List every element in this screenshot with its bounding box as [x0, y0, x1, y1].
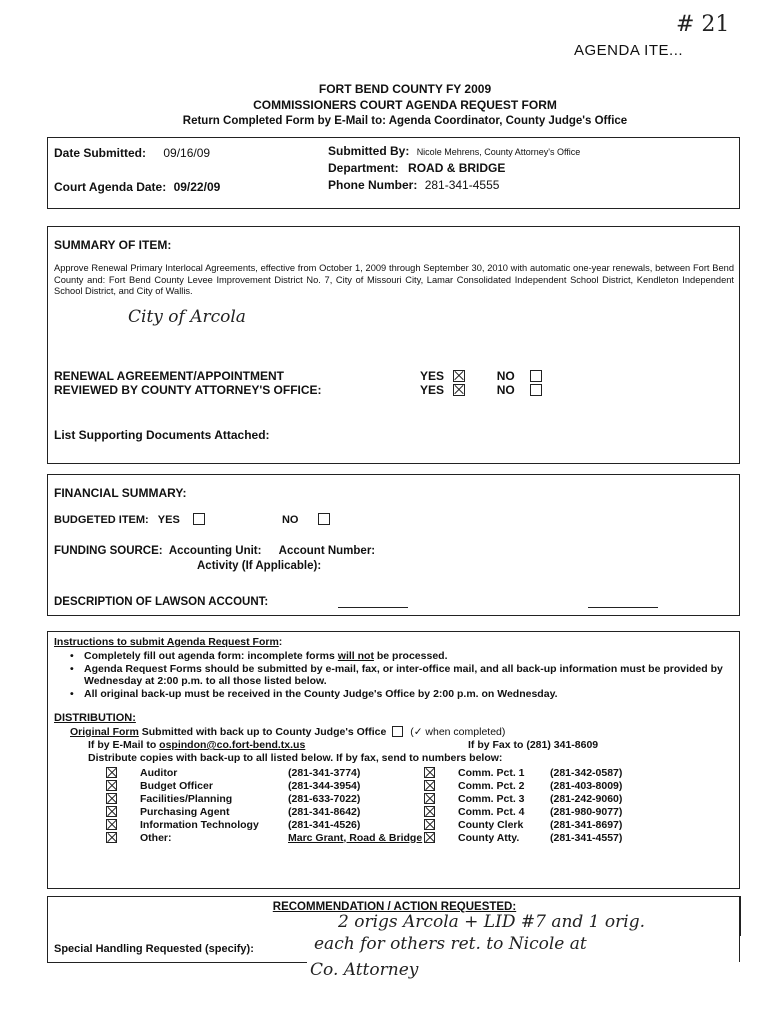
recommendation-box	[47, 896, 740, 962]
header-line-2: COMMISSIONERS COURT AGENDA REQUEST FORM	[253, 98, 557, 112]
summary-handwritten-note: City of Arcola	[128, 307, 246, 327]
dist-right-row	[424, 831, 660, 844]
reviewed-yes-checkbox[interactable]	[453, 384, 465, 396]
reviewed-no-label: NO	[496, 383, 515, 397]
dist-left-row	[106, 818, 422, 831]
funding-source-label: FUNDING SOURCE:	[54, 545, 163, 557]
dist-left-name: Purchasing Agent	[140, 805, 230, 818]
financial-box	[47, 474, 740, 616]
dist-left-name: Auditor	[140, 766, 178, 779]
instructions-title: Instructions to submit Agenda Request Form	[54, 636, 279, 648]
dist-right-phone: (281-242-9060)	[550, 792, 623, 805]
dist-right-row	[424, 805, 660, 818]
account-number-label: Account Number:	[278, 545, 376, 557]
dist-left-row	[106, 792, 422, 805]
dist-left-checkbox[interactable]	[106, 806, 117, 817]
department-value: ROAD & BRIDGE	[408, 161, 506, 175]
dist-left-checkbox[interactable]	[106, 767, 117, 778]
when-completed-note: (✓ when completed)	[410, 726, 506, 738]
renewal-no-label: NO	[496, 369, 515, 383]
phone-number-value: 281-341-4555	[424, 178, 500, 192]
original-form-text: Submitted with back up to County Judge's Office	[138, 726, 387, 738]
reviewed-by-attorney-label: REVIEWED BY COUNTY ATTORNEY'S OFFICE:	[54, 383, 322, 397]
judges-office-checkbox[interactable]	[392, 726, 403, 737]
submitted-by-value: Nicole Mehrens, County Attorney's Office	[416, 147, 581, 157]
dist-left-name: Facilities/Planning	[140, 792, 233, 805]
dist-right-row	[424, 766, 660, 779]
dist-right-name: Comm. Pct. 4	[458, 805, 525, 818]
original-form-label: Original Form	[70, 726, 139, 738]
dist-right-row	[424, 779, 660, 792]
budgeted-yes-label: YES	[157, 514, 180, 526]
budgeted-no-checkbox[interactable]	[318, 513, 330, 525]
handwritten-line-2: each for others ret. to Nicole at	[314, 934, 587, 954]
distribution-left-table	[106, 766, 422, 844]
budgeted-yes-checkbox[interactable]	[193, 513, 205, 525]
instruction-bullet-1: • Completely fill out agenda form: incomplete forms will not be processed.	[70, 650, 448, 662]
dist-right-phone: (281-341-8697)	[550, 818, 623, 831]
renewal-yes-checkbox[interactable]	[453, 370, 465, 382]
handwritten-line-3: Co. Attorney	[310, 960, 419, 980]
reviewed-no-checkbox[interactable]	[530, 384, 542, 396]
dist-right-checkbox[interactable]	[424, 793, 435, 804]
dist-left-checkbox[interactable]	[106, 832, 117, 843]
submitted-by-label: Submitted By:	[328, 144, 410, 158]
dist-left-phone: (281-341-4526)	[288, 818, 361, 831]
recommendation-title: RECOMMENDATION / ACTION REQUESTED:	[272, 901, 517, 913]
dist-left-checkbox[interactable]	[106, 780, 117, 791]
dist-left-phone: (281-341-8642)	[288, 805, 361, 818]
dist-right-name: County Clerk	[458, 818, 524, 831]
dist-right-name: Comm. Pct. 1	[458, 766, 525, 779]
date-submitted-label: Date Submitted:	[54, 146, 147, 160]
info-box	[47, 137, 740, 209]
dist-left-checkbox[interactable]	[106, 819, 117, 830]
budgeted-item-label: BUDGETED ITEM:	[54, 514, 149, 526]
court-agenda-date-label: Court Agenda Date:	[54, 180, 167, 194]
supporting-documents-label: List Supporting Documents Attached:	[54, 428, 270, 442]
dist-right-row	[424, 792, 660, 805]
accounting-unit-label: Accounting Unit:	[168, 545, 262, 557]
dist-right-checkbox[interactable]	[424, 806, 435, 817]
email-label: If by E-Mail to	[88, 739, 160, 751]
summary-box	[47, 226, 740, 464]
fax-number: If by Fax to (281) 341-8609	[468, 739, 599, 751]
reviewed-yes-label: YES	[420, 383, 445, 397]
summary-title: SUMMARY OF ITEM:	[54, 238, 172, 252]
dist-left-name: Budget Officer	[140, 779, 213, 792]
dist-right-checkbox[interactable]	[424, 832, 435, 843]
header-line-3: Return Completed Form by E-Mail to: Agenda Coordinator, County Judge's Office	[182, 115, 628, 127]
financial-title: FINANCIAL SUMMARY:	[54, 486, 187, 500]
court-agenda-date-value: 09/22/09	[173, 180, 221, 194]
dist-right-name: County Atty.	[458, 831, 520, 844]
summary-text: Approve Renewal Primary Interlocal Agreements, effective from October 1, 2009 through September 30, 2010 with automatic one-year renewals, between Fort Bend County and: Fort Bend County Levee Improvement District No. 7, City of Missouri City, Lamar Consolidated Independent School District, Kendleton Independent School District, and City of Wallis.	[54, 263, 734, 297]
dist-right-checkbox[interactable]	[424, 819, 435, 830]
renewal-yes-label: YES	[420, 369, 445, 383]
dist-right-checkbox[interactable]	[424, 767, 435, 778]
dist-left-checkbox[interactable]	[106, 793, 117, 804]
dist-left-phone: (281-633-7022)	[288, 792, 361, 805]
dist-left-phone: (281-341-3774)	[288, 766, 361, 779]
dist-right-phone: (281-341-4557)	[550, 831, 623, 844]
lawson-line-1	[338, 607, 408, 608]
dist-left-row	[106, 805, 422, 818]
instruction-bullet-2: • Agenda Request Forms should be submitted by e-mail, fax, or inter-office mail, and all back-up information must be provided by Wednesday at 2:00 p.m. to all those listed below.	[70, 662, 723, 688]
dist-left-phone: Marc Grant, Road & Bridge	[288, 831, 423, 844]
instruction-bullet-3: • All original back-up must be received in the County Judge's Office by 2:00 p.m. on Wednesday.	[70, 687, 558, 700]
dist-right-phone: (281-980-9077)	[550, 805, 623, 818]
dist-left-row	[106, 831, 422, 844]
handwritten-line-1: 2 origs Arcola + LID #7 and 1 orig.	[338, 912, 645, 932]
activity-label: Activity (If Applicable):	[197, 560, 322, 572]
instructions-box: Instructions to submit Agenda Request Form: • Completely fill out agenda form: incomplete forms will not be processed. • Agenda Request Forms should be submitted by e-mail, fax, or inter-office mail, and all back-up information must be provided by Wednesday at 2:00 p.m. to all those listed below. • All original back-up must be received in the County Judge's Office by 2:00 p.m. on Wednesday. DISTRIBUTION: Original Form Submitted with back up to County Judge's Office (✓ when completed) If by E-Mail to ospindon@co.fort-bend.tx.us If by Fax to (281) 341-8609 Distribute copies with back-up to all listed below. If by fax, send to numbers below: Auditor (281-341-3774) Budget Officer (281-344-3954) Facilities/Planning (281-633-7022) Purchasing Agent (281-341-8642) Information Technology (281-341-4526) Other: Marc Grant, Road & Bridge Comm. Pct. 1 (281-342-0587) Comm. Pct. 2 (281-403-8009) Comm. Pct. 3 (281-242-9060) Comm. Pct. 4 (281-980-9077) County Clerk (281-341-8697) County Atty. (281-341-4557)	[47, 631, 740, 889]
lawson-account-label: DESCRIPTION OF LAWSON ACCOUNT:	[54, 596, 269, 608]
dist-right-name: Comm. Pct. 2	[458, 779, 525, 792]
dist-left-name: Other:	[140, 831, 172, 844]
distribution-right-table	[424, 766, 660, 844]
recommendation-bottom-left	[47, 962, 307, 963]
date-submitted-value: 09/16/09	[163, 146, 211, 160]
renewal-no-checkbox[interactable]	[530, 370, 542, 382]
dist-right-name: Comm. Pct. 3	[458, 792, 525, 805]
dist-left-row	[106, 779, 422, 792]
renewal-agreement-label: RENEWAL AGREEMENT/APPOINTMENT	[54, 369, 285, 383]
email-address-link[interactable]: ospindon@co.fort-bend.tx.us	[159, 739, 306, 751]
dist-left-phone: (281-344-3954)	[288, 779, 361, 792]
lawson-line-2	[588, 607, 658, 608]
dist-right-phone: (281-342-0587)	[550, 766, 623, 779]
dist-left-name: Information Technology	[140, 818, 259, 831]
dist-right-phone: (281-403-8009)	[550, 779, 623, 792]
department-label: Department:	[328, 161, 399, 175]
recommendation-right-edge	[740, 896, 741, 936]
phone-number-label: Phone Number:	[328, 178, 418, 192]
budgeted-no-label: NO	[281, 514, 299, 526]
distribute-copies-note: Distribute copies with back-up to all listed below. If by fax, send to numbers below:	[88, 752, 503, 764]
agenda-number: # 21	[676, 12, 730, 37]
dist-right-row	[424, 818, 660, 831]
dist-right-checkbox[interactable]	[424, 780, 435, 791]
special-handling-label: Special Handling Requested (specify):	[54, 943, 254, 955]
distribution-title: DISTRIBUTION:	[54, 712, 136, 724]
agenda-item-label: AGENDA ITE...	[574, 42, 684, 59]
dist-left-row	[106, 766, 422, 779]
header-line-1: FORT BEND COUNTY FY 2009	[318, 82, 492, 96]
